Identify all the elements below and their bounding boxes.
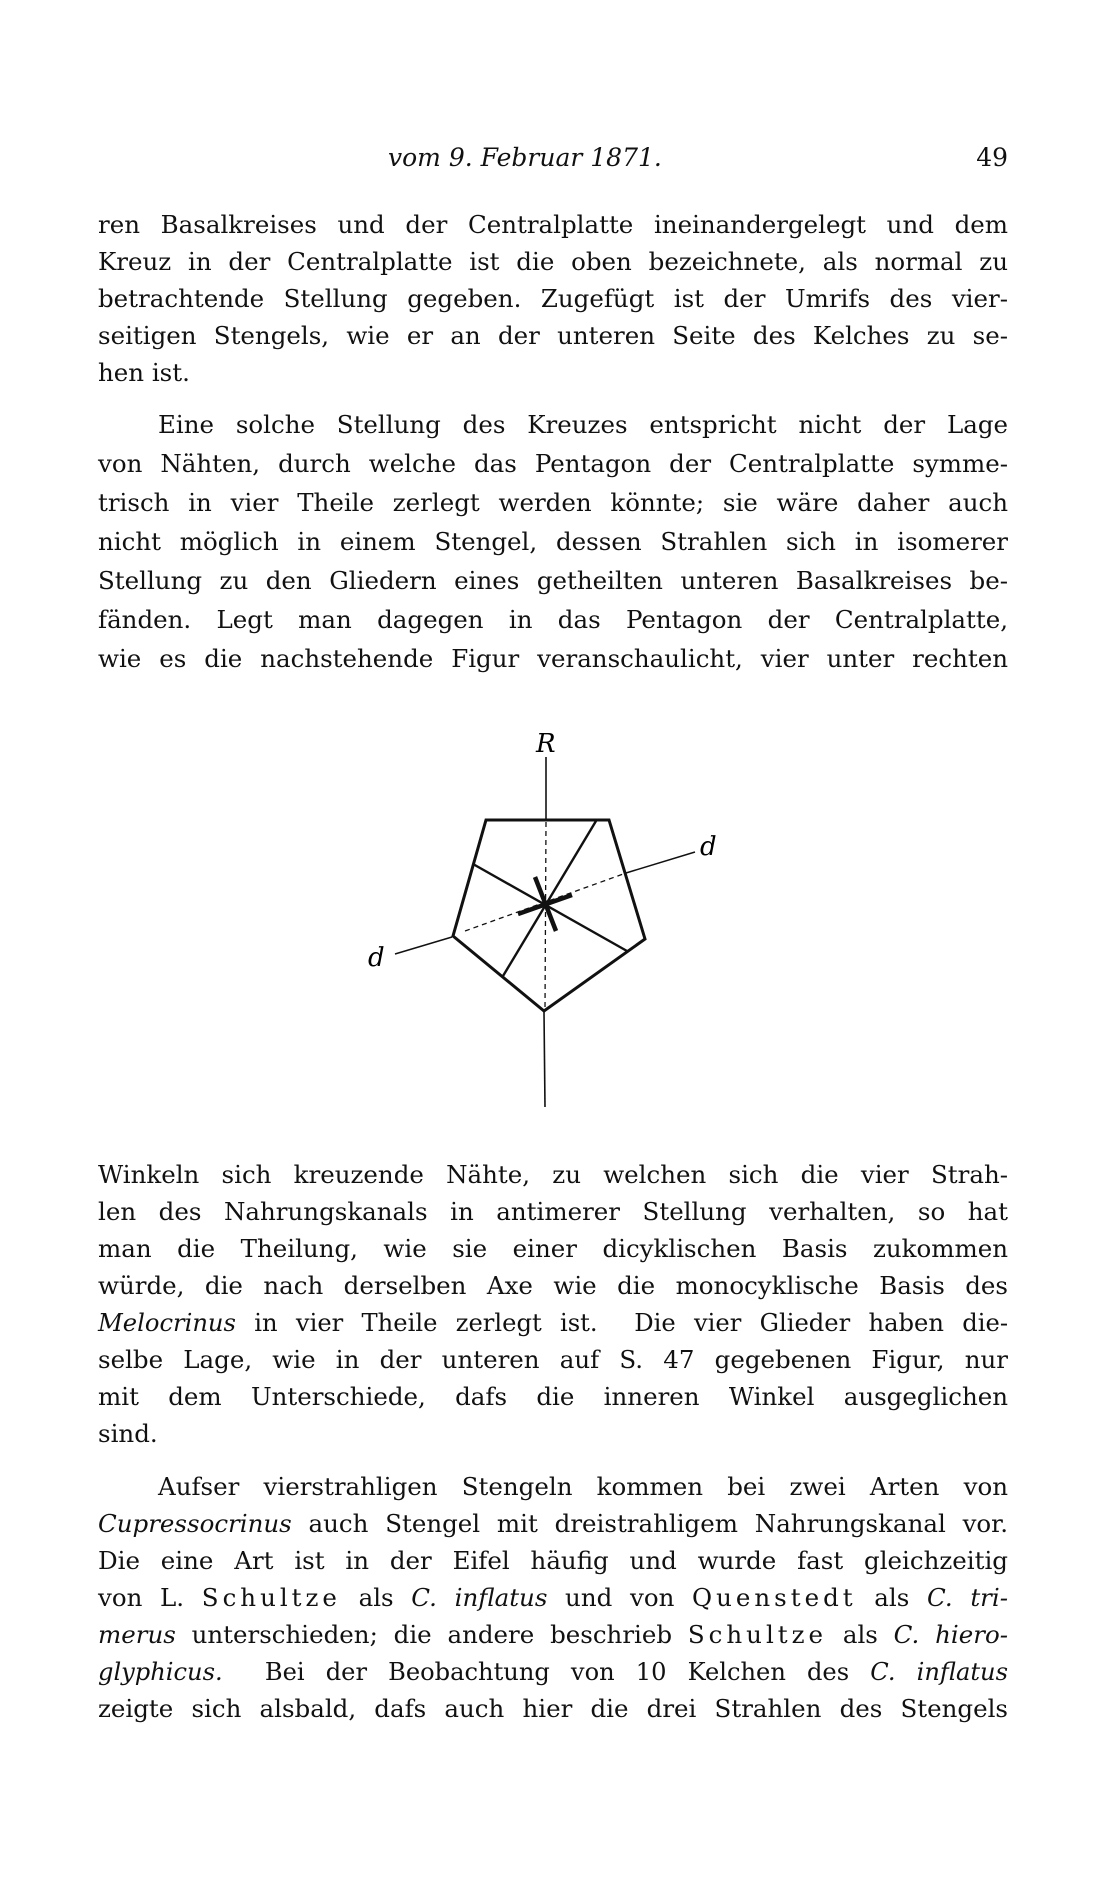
label-R: R: [536, 729, 556, 759]
text-line: Aufser vierstrahligen Stengeln kommen bei zwei Arten von: [158, 1472, 1008, 1501]
label-d-left: d: [368, 943, 385, 973]
text-line: man die Theilung, wie sie einer dicyklischen Basis zukommen: [98, 1234, 1008, 1263]
text-line: fänden. Legt man dagegen in das Pentagon der Centralplatte,: [98, 605, 1008, 634]
text-seg: unterschieden; die andere beschrieb: [175, 1620, 688, 1649]
text-seg: als: [856, 1583, 927, 1612]
text-seg: von L.: [98, 1583, 202, 1612]
italic-taxon: glyphicus.: [98, 1657, 223, 1686]
text-line: len des Nahrungskanals in antimerer Stellung verhalten, so hat: [98, 1197, 1008, 1226]
text-line: Eine solche Stellung des Kreuzes entspricht nicht der Lage: [158, 410, 1008, 439]
text-line: [98, 1657, 1008, 1687]
text-line: trisch in vier Theile zerlegt werden könnte; sie wäre daher auch: [98, 488, 1008, 517]
text-line: zeigte sich alsbald, dafs auch hier die drei Strahlen des Stengels: [98, 1694, 1008, 1723]
italic-taxon: C. tri-: [926, 1583, 1008, 1612]
italic-taxon: C. hiero-: [893, 1620, 1008, 1649]
axis-dashed: [545, 822, 546, 1010]
d-axis-right: [626, 852, 695, 873]
text-line: würde, die nach derselben Axe wie die monocyklische Basis des: [98, 1271, 1008, 1300]
italic-taxon: Cupressocrinus: [98, 1509, 292, 1538]
text-line: selbe Lage, wie in der unteren auf S. 47 gegebenen Figur, nur: [98, 1345, 1008, 1374]
text-line: Winkeln sich kreuzende Nähte, zu welchen sich die vier Strah-: [98, 1160, 1008, 1189]
text-seg: und von: [547, 1583, 693, 1612]
text-seg: als: [827, 1620, 894, 1649]
text-seg: in vier Theile zerlegt ist. Die vier Glieder haben die-: [235, 1308, 1008, 1337]
author-name: Schultze: [687, 1620, 828, 1649]
text-line: wie es die nachstehende Figur veranschaulicht, vier unter rechten: [98, 644, 1008, 673]
text-line: Stellung zu den Gliedern eines getheilten unteren Basalkreises be-: [98, 566, 1008, 595]
text-line: betrachtende Stellung gegeben. Zugefügt ist der Umrifs des vier-: [98, 284, 1008, 313]
author-name: Quenstedt: [692, 1583, 857, 1612]
text-line: ren Basalkreises und der Centralplatte ineinandergelegt und dem: [98, 210, 1008, 239]
italic-taxon: merus: [98, 1620, 176, 1649]
text-line: von Nähten, durch welche das Pentagon der Centralplatte symme-: [98, 449, 1008, 478]
suture-2: [473, 864, 627, 951]
header-title: vom 9. Februar 1871.: [388, 143, 662, 172]
label-d-right: d: [700, 832, 717, 862]
text-seg: als: [340, 1583, 412, 1612]
italic-taxon: C. inflatus: [411, 1583, 548, 1612]
author-name: Schultze: [201, 1583, 341, 1612]
text-line: Die eine Art ist in der Eifel häufig und wurde fast gleichzeitig: [98, 1546, 1008, 1575]
text-line: hen ist.: [98, 358, 190, 387]
page-number: 49: [976, 143, 1008, 172]
axis-bottom: [544, 1012, 545, 1107]
running-header: [98, 143, 1008, 179]
italic-taxon: C. inflatus: [870, 1657, 1008, 1686]
text-line: [98, 1583, 1008, 1613]
text-seg: Bei der Beobachtung von 10 Kelchen des: [222, 1657, 871, 1686]
text-line: [98, 1620, 1008, 1650]
text-line: sind.: [98, 1419, 158, 1448]
text-line: seitigen Stengels, wie er an der unteren Seite des Kelches zu se-: [98, 321, 1008, 350]
text-line: mit dem Unterschiede, dafs die inneren Winkel ausgeglichen: [98, 1382, 1008, 1411]
pentagon-figure: [0, 720, 1100, 1140]
text-line: Kreuz in der Centralplatte ist die oben bezeichnete, als normal zu: [98, 247, 1008, 276]
text-line: [98, 1308, 1008, 1338]
text-seg: auch Stengel mit dreistrahligem Nahrungskanal vor.: [291, 1509, 1008, 1538]
d-axis-left: [395, 937, 452, 954]
text-line: [98, 1509, 1008, 1539]
text-line: nicht möglich in einem Stengel, dessen Strahlen sich in isomerer: [98, 527, 1008, 556]
italic-taxon: Melocrinus: [98, 1308, 236, 1337]
suture-1: [503, 821, 596, 976]
